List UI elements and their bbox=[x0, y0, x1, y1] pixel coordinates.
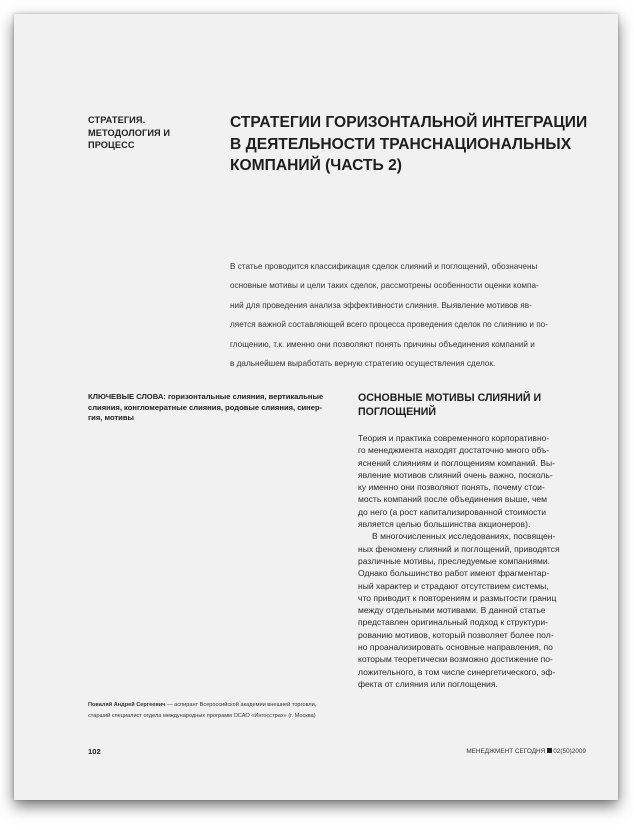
author-affiliation: — аспирант Всероссийской академии внешней торговли, bbox=[165, 702, 317, 708]
title-line: В ДЕЯТЕЛЬНОСТИ ТРАНСНАЦИОНАЛЬНЫХ bbox=[230, 135, 572, 153]
journal-page bbox=[14, 14, 618, 800]
article-title bbox=[230, 112, 610, 177]
page-number: 102 bbox=[88, 747, 101, 756]
body-line: фекта от слияния или поглощения. bbox=[358, 678, 498, 689]
section-label-line: СТРАТЕГИЯ. bbox=[88, 115, 146, 125]
body-line: рованию мотивов, который позволяет более пол- bbox=[358, 629, 554, 640]
body-line: В многочисленных исследованиях, посвящен- bbox=[372, 531, 556, 542]
title-line: КОМПАНИЙ (ЧАСТЬ 2) bbox=[230, 157, 402, 174]
body-line: Теория и практика современного корпоративно- bbox=[358, 433, 550, 443]
body-line: между отдельными мотивами. В данной статье bbox=[358, 605, 546, 616]
body-text bbox=[358, 432, 603, 690]
body-line: яснений слияниям и поглощениям компаний. Вы- bbox=[358, 457, 555, 468]
section-label-line: МЕТОДОЛОГИЯ И bbox=[88, 127, 171, 138]
keywords-line: КЛЮЧЕВЫЕ СЛОВА: горизонтальные слияния, вертикальные bbox=[88, 392, 324, 401]
body-line: различные мотивы, преследуемые компаниями. bbox=[358, 555, 551, 566]
abstract-line: в дальнейшем выработать верную стратегию осуществления сделок. bbox=[230, 359, 496, 369]
section-heading-line: ОСНОВНЫЕ МОТИВЫ СЛИЯНИЙ И bbox=[358, 392, 542, 404]
body-line: явление мотивов слияний очень важно, посколь- bbox=[358, 469, 553, 480]
author-note bbox=[88, 700, 348, 721]
author-position: старший специалист отдела международных программ ОСАО «Ингосстрах» (г. Москва) bbox=[88, 712, 316, 719]
abstract-line: основные мотивы и цели таких сделок, рассмотрены особенности оценки компа- bbox=[230, 281, 539, 291]
journal-name: МЕНЕДЖМЕНТ СЕГОДНЯ bbox=[466, 748, 546, 755]
body-line: ных феномену слияний и поглощений, приводятся bbox=[358, 543, 560, 554]
body-line: является целью большинства акционеров). bbox=[358, 519, 531, 530]
abstract-line: ний для проведения анализа эффективности слияния. Выявление мотивов яв- bbox=[230, 300, 532, 310]
keywords-line: гия, мотивы bbox=[88, 413, 134, 422]
abstract-line: глощению, т.к. именно они позволяют понять причины объединения компаний и bbox=[230, 339, 535, 349]
body-line: ный характер и страдают отсутствием системы, bbox=[358, 580, 549, 591]
body-line: до него (а рост капитализированной стоимости bbox=[358, 506, 547, 517]
author-name: Поваляй Андрей Сергеевич bbox=[88, 702, 166, 708]
section-heading bbox=[358, 392, 598, 420]
section-heading-line: ПОГЛОЩЕНИЙ bbox=[358, 405, 437, 418]
body-line: го менеджмента находят достаточно много объ- bbox=[358, 445, 550, 456]
section-label bbox=[88, 114, 208, 152]
body-line: Однако большинство работ имеют фрагментар- bbox=[358, 568, 550, 579]
journal-issue: 02(50)2009 bbox=[553, 748, 586, 755]
abstract-line: В статье проводится классификация сделок слияний и поглощений, обозначены bbox=[230, 262, 538, 271]
author-line bbox=[88, 700, 348, 711]
body-line: ложительного, в том числе синергетического, эф- bbox=[358, 666, 556, 677]
body-line: но проанализировать основные направления, по bbox=[358, 642, 553, 653]
body-line: мость компаний после объединения выше, чем bbox=[358, 494, 548, 505]
abstract-line: ляется важной составляющей всего процесса проведения сделок по слиянию и по- bbox=[230, 320, 548, 330]
keywords bbox=[88, 392, 338, 424]
title-line: СТРАТЕГИИ ГОРИЗОНТАЛЬНОЙ ИНТЕГРАЦИИ bbox=[230, 114, 588, 131]
body-line: ку именно они позволяют понять, почему стои- bbox=[358, 482, 545, 493]
body-line: которым теоретически возможно достижение по- bbox=[358, 654, 553, 665]
body-line: представлен оригинальный подход к структури- bbox=[358, 617, 548, 628]
square-bullet-icon bbox=[547, 748, 552, 753]
journal-footer bbox=[466, 748, 586, 755]
abstract bbox=[230, 257, 595, 373]
body-line: что приводит к повторениям и размытости границ bbox=[358, 592, 557, 603]
section-label-line: ПРОЦЕСС bbox=[88, 140, 135, 150]
keywords-line: слияния, конгломератные слияния, родовые слияния, синер- bbox=[88, 402, 323, 412]
